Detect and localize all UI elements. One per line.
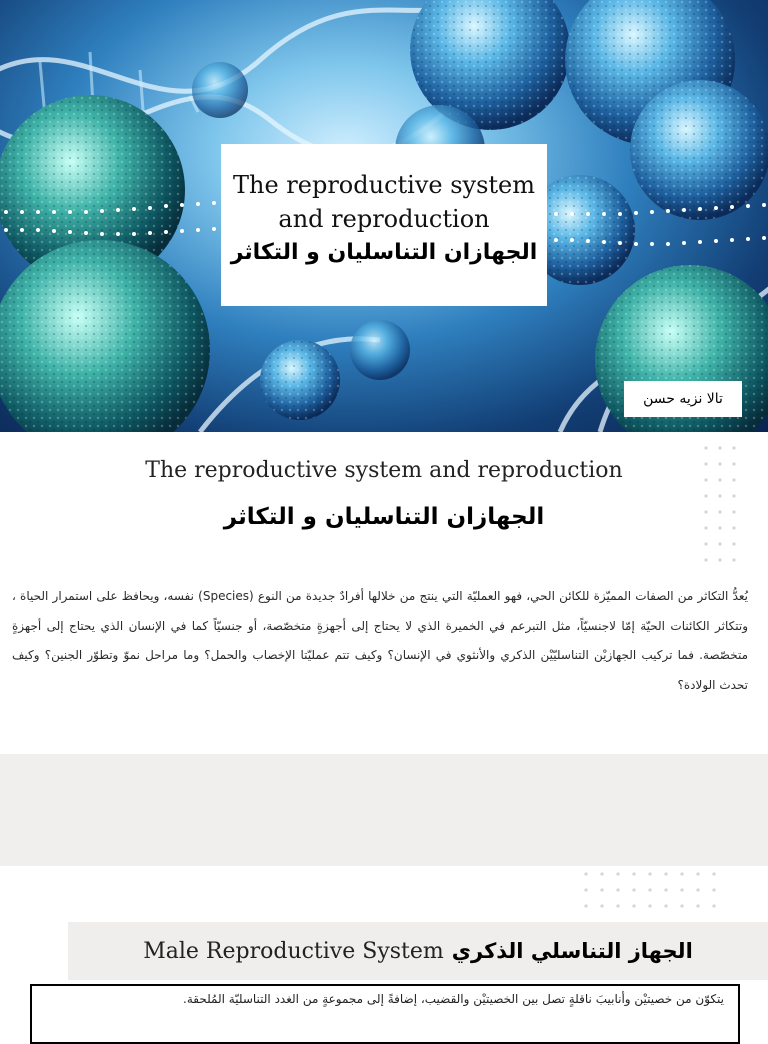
male-heading-band bbox=[68, 922, 768, 980]
cover-title-box bbox=[221, 144, 547, 306]
page-break bbox=[0, 754, 768, 866]
male-heading-en: Male Reproductive System bbox=[143, 938, 444, 964]
section-title-ar: الجهازان التناسليان و التكاثر bbox=[223, 504, 545, 530]
author-name: تالا نزيه حسن bbox=[624, 381, 742, 417]
intro-page bbox=[0, 432, 768, 754]
male-heading-ar: الجهاز التناسلي الذكري bbox=[451, 939, 693, 963]
cover-title-en: The reproductive system and reproduction bbox=[232, 171, 536, 233]
cover-image bbox=[0, 0, 768, 432]
male-definition-box: يتكوّن من خصيتيْن وأنابيبَ ناقلةٍ تصل بين الخصيتيْن والقضيب، إضافةً إلى مجموعةٍ من الغدد التناسليّة المُلحقة. bbox=[30, 984, 740, 1044]
male-system-page bbox=[0, 866, 768, 1024]
decorative-dots-2 bbox=[580, 868, 730, 922]
cover-title-ar: الجهازان التناسليان و التكاثر bbox=[230, 240, 538, 265]
intro-paragraph: يُعدُّ التكاثر من الصفات المميّزة للكائن الحي، فهو العمليّة التي ينتج من خلالها أفرادٌ جديدة من النوع (Species) نفسه، ويحافظ على استمرار الحياة ، وتتكاثر الكائنات الحيّة إمّا لاجنسيّاً، مثل التبرعم في الخميرة الذي لا يحتاج إلى أجهزةٍ متخصّصة، أو جنسيّاً كما في الإنسان الذي يحتاج إلى أجهزةٍ متخصّصة. فما تركيب الجهازيْن التناسليّيْن الذكري والأنثوي في الإنسان؟ وكيف تتم عمليّتا الإخصاب والحمل؟ وما مراحل نموّ وتطوّر الجنين؟ وكيف تحدث الولادة؟ bbox=[12, 589, 748, 692]
section-title-en: The reproductive system and reproduction bbox=[145, 458, 623, 483]
